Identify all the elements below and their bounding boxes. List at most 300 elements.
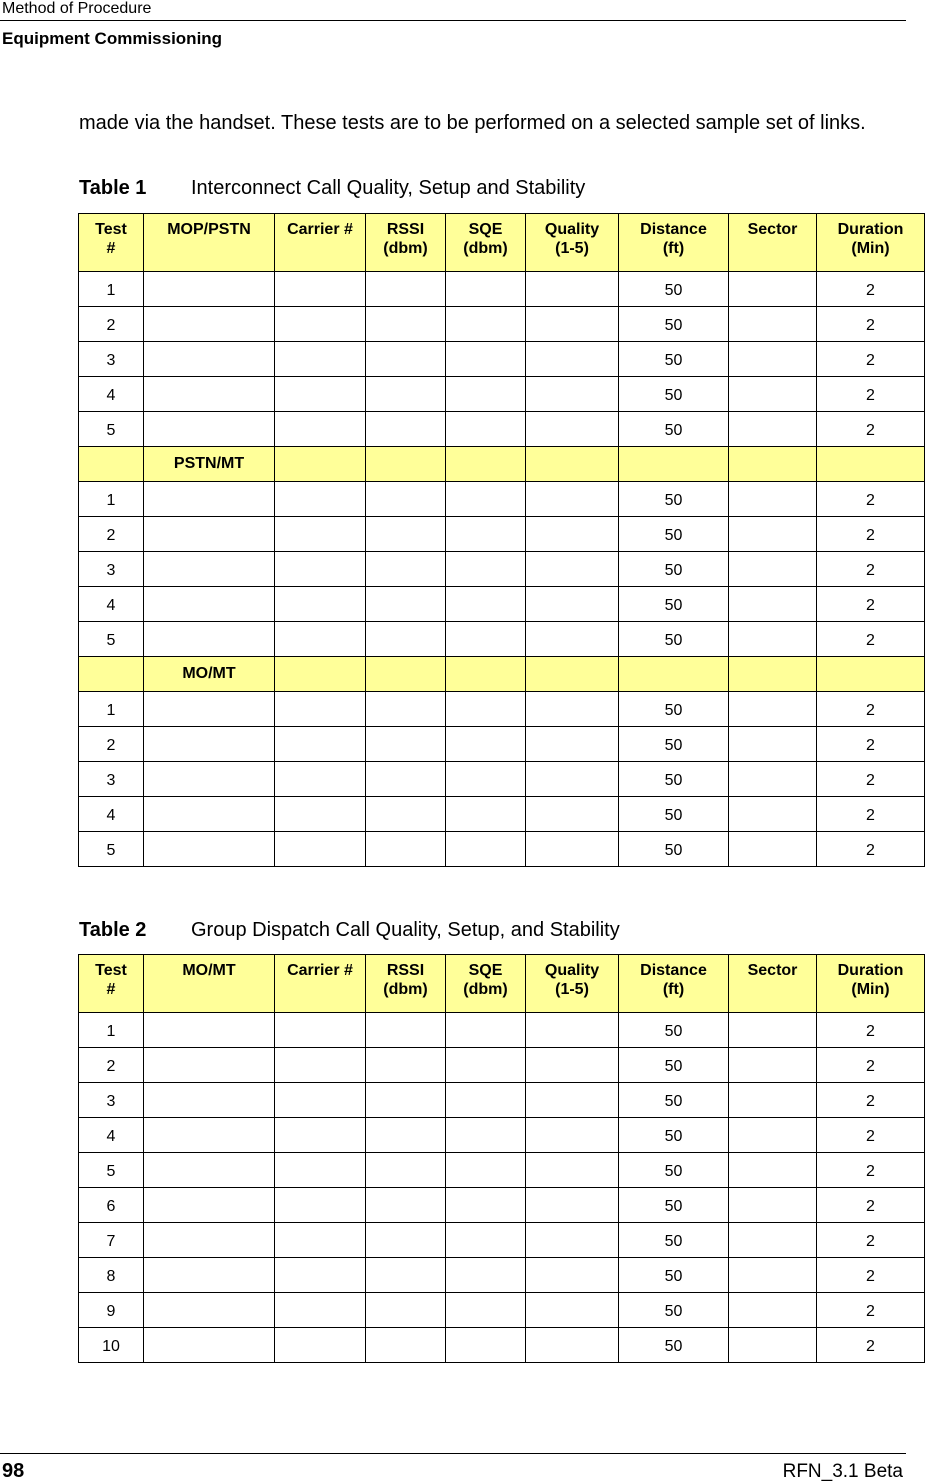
cell-test-number: 1 [79, 692, 144, 727]
cell-test-number: 2 [79, 517, 144, 552]
cell-sqe [446, 272, 526, 307]
cell-rssi [366, 692, 446, 727]
column-header-carrier: Carrier # [275, 955, 366, 1013]
cell-sector [729, 272, 817, 307]
cell-quality [526, 517, 619, 552]
table1-title: Interconnect Call Quality, Setup and Stability [191, 177, 586, 199]
table-row [79, 482, 925, 517]
cell-test-number: 2 [79, 1048, 144, 1083]
cell-sector [729, 1013, 817, 1048]
cell-sector [729, 1328, 817, 1363]
cell-test-number: 2 [79, 307, 144, 342]
cell-sqe [446, 1188, 526, 1223]
table-row [79, 1013, 925, 1048]
cell-test-number: 5 [79, 1153, 144, 1188]
cell-quality [526, 1118, 619, 1153]
cell-call-type [144, 377, 275, 412]
cell-distance: 50 [619, 1013, 729, 1048]
cell-distance: 50 [619, 622, 729, 657]
page-number: 98 [2, 1460, 25, 1482]
cell-rssi [366, 1223, 446, 1258]
cell-test-number: 5 [79, 832, 144, 867]
cell-quality [526, 622, 619, 657]
cell-distance: 50 [619, 482, 729, 517]
section-cell [729, 657, 817, 692]
cell-rssi [366, 727, 446, 762]
cell-quality [526, 1258, 619, 1293]
column-header-quality: Quality (1-5) [526, 955, 619, 1013]
cell-carrier [275, 692, 366, 727]
document-type: Method of Procedure [2, 0, 152, 17]
column-header-rssi: RSSI (dbm) [366, 955, 446, 1013]
cell-call-type [144, 1223, 275, 1258]
cell-sqe [446, 1258, 526, 1293]
cell-call-type [144, 1153, 275, 1188]
cell-carrier [275, 587, 366, 622]
cell-test-number: 1 [79, 272, 144, 307]
section-cell [446, 447, 526, 482]
table2-number: Table 2 [79, 919, 147, 941]
cell-sector [729, 727, 817, 762]
cell-rssi [366, 1153, 446, 1188]
section-cell [619, 447, 729, 482]
table-row [79, 412, 925, 447]
cell-rssi [366, 552, 446, 587]
cell-duration: 2 [817, 272, 925, 307]
cell-test-number: 4 [79, 1118, 144, 1153]
cell-sqe [446, 1293, 526, 1328]
cell-rssi [366, 272, 446, 307]
cell-call-type [144, 1013, 275, 1048]
cell-test-number: 5 [79, 412, 144, 447]
cell-duration: 2 [817, 1083, 925, 1118]
cell-sqe [446, 1083, 526, 1118]
cell-quality [526, 832, 619, 867]
column-header-distance: Distance (ft) [619, 955, 729, 1013]
cell-sqe [446, 727, 526, 762]
cell-distance: 50 [619, 1188, 729, 1223]
cell-test-number: 4 [79, 587, 144, 622]
cell-carrier [275, 377, 366, 412]
cell-sqe [446, 1223, 526, 1258]
cell-test-number: 5 [79, 622, 144, 657]
cell-carrier [275, 1118, 366, 1153]
cell-sqe [446, 377, 526, 412]
cell-test-number: 3 [79, 342, 144, 377]
cell-quality [526, 552, 619, 587]
table-row [79, 1048, 925, 1083]
cell-distance: 50 [619, 587, 729, 622]
cell-carrier [275, 1188, 366, 1223]
cell-call-type [144, 727, 275, 762]
section-cell [275, 447, 366, 482]
cell-duration: 2 [817, 377, 925, 412]
table1-number: Table 1 [79, 177, 147, 199]
cell-quality [526, 1188, 619, 1223]
cell-carrier [275, 1048, 366, 1083]
cell-sqe [446, 832, 526, 867]
cell-sector [729, 622, 817, 657]
table-row [79, 1258, 925, 1293]
cell-distance: 50 [619, 1153, 729, 1188]
cell-distance: 50 [619, 1328, 729, 1363]
cell-rssi [366, 482, 446, 517]
column-header-sector: Sector [729, 955, 817, 1013]
cell-sqe [446, 517, 526, 552]
cell-quality [526, 307, 619, 342]
table-row [79, 1328, 925, 1363]
table2-title: Group Dispatch Call Quality, Setup, and Stability [191, 919, 620, 941]
section-cell [446, 657, 526, 692]
cell-rssi [366, 622, 446, 657]
cell-duration: 2 [817, 1328, 925, 1363]
revision-label: RFN_3.1 Beta [782, 1461, 903, 1482]
cell-call-type [144, 1083, 275, 1118]
cell-sector [729, 482, 817, 517]
cell-duration: 2 [817, 412, 925, 447]
cell-duration: 2 [817, 1048, 925, 1083]
cell-quality [526, 1293, 619, 1328]
cell-rssi [366, 797, 446, 832]
cell-call-type [144, 342, 275, 377]
table-row [79, 1118, 925, 1153]
cell-distance: 50 [619, 1118, 729, 1153]
cell-call-type [144, 552, 275, 587]
cell-rssi [366, 1258, 446, 1293]
cell-quality [526, 1048, 619, 1083]
cell-rssi [366, 762, 446, 797]
cell-sector [729, 1048, 817, 1083]
cell-distance: 50 [619, 1223, 729, 1258]
interconnect-call-table [78, 213, 925, 867]
cell-distance: 50 [619, 832, 729, 867]
table-row [79, 727, 925, 762]
cell-call-type [144, 692, 275, 727]
section-cell [366, 447, 446, 482]
cell-sqe [446, 552, 526, 587]
column-header-call-type: MO/MT [144, 955, 275, 1013]
cell-rssi [366, 342, 446, 377]
cell-rssi [366, 517, 446, 552]
cell-sector [729, 692, 817, 727]
cell-call-type [144, 622, 275, 657]
section-title: Equipment Commissioning [2, 29, 223, 48]
cell-carrier [275, 342, 366, 377]
table2-caption [79, 918, 620, 942]
cell-test-number: 10 [79, 1328, 144, 1363]
cell-distance: 50 [619, 1048, 729, 1083]
column-header-carrier: Carrier # [275, 214, 366, 272]
cell-sector [729, 307, 817, 342]
table1-caption [79, 176, 585, 200]
section-cell [79, 657, 144, 692]
cell-sector [729, 1188, 817, 1223]
cell-distance: 50 [619, 797, 729, 832]
section-cell [526, 657, 619, 692]
cell-distance: 50 [619, 692, 729, 727]
cell-sqe [446, 762, 526, 797]
cell-sqe [446, 797, 526, 832]
cell-duration: 2 [817, 1153, 925, 1188]
cell-call-type [144, 1293, 275, 1328]
cell-sector [729, 1153, 817, 1188]
cell-distance: 50 [619, 762, 729, 797]
cell-duration: 2 [817, 727, 925, 762]
cell-quality [526, 587, 619, 622]
table-row [79, 797, 925, 832]
table-row [79, 272, 925, 307]
column-header-rssi: RSSI (dbm) [366, 214, 446, 272]
column-header-test-number: Test # [79, 955, 144, 1013]
column-header-quality: Quality (1-5) [526, 214, 619, 272]
cell-call-type [144, 412, 275, 447]
header-row [79, 955, 925, 1013]
cell-duration: 2 [817, 692, 925, 727]
section-cell [366, 657, 446, 692]
cell-sector [729, 412, 817, 447]
cell-test-number: 4 [79, 797, 144, 832]
cell-test-number: 7 [79, 1223, 144, 1258]
cell-carrier [275, 482, 366, 517]
cell-duration: 2 [817, 1293, 925, 1328]
section-cell [619, 657, 729, 692]
cell-duration: 2 [817, 552, 925, 587]
section-label: MO/MT [144, 657, 275, 692]
cell-test-number: 1 [79, 482, 144, 517]
cell-sqe [446, 1118, 526, 1153]
cell-sector [729, 1118, 817, 1153]
cell-duration: 2 [817, 517, 925, 552]
cell-distance: 50 [619, 377, 729, 412]
cell-call-type [144, 1188, 275, 1223]
column-header-duration: Duration (Min) [817, 214, 925, 272]
cell-carrier [275, 797, 366, 832]
table-row [79, 1293, 925, 1328]
cell-quality [526, 342, 619, 377]
cell-sector [729, 797, 817, 832]
cell-duration: 2 [817, 1013, 925, 1048]
cell-rssi [366, 587, 446, 622]
cell-carrier [275, 762, 366, 797]
cell-rssi [366, 1048, 446, 1083]
cell-quality [526, 1153, 619, 1188]
cell-call-type [144, 587, 275, 622]
cell-sqe [446, 587, 526, 622]
cell-test-number: 9 [79, 1293, 144, 1328]
column-header-sector: Sector [729, 214, 817, 272]
cell-test-number: 1 [79, 1013, 144, 1048]
cell-test-number: 4 [79, 377, 144, 412]
cell-rssi [366, 1083, 446, 1118]
cell-duration: 2 [817, 762, 925, 797]
header-row [79, 214, 925, 272]
table-row [79, 832, 925, 867]
section-cell [817, 657, 925, 692]
cell-duration: 2 [817, 622, 925, 657]
cell-quality [526, 377, 619, 412]
cell-call-type [144, 1048, 275, 1083]
group-dispatch-call-table [78, 954, 925, 1363]
table-row [79, 762, 925, 797]
cell-quality [526, 692, 619, 727]
cell-carrier [275, 272, 366, 307]
cell-call-type [144, 1258, 275, 1293]
cell-carrier [275, 1153, 366, 1188]
cell-distance: 50 [619, 1293, 729, 1328]
cell-carrier [275, 1223, 366, 1258]
cell-sector [729, 1293, 817, 1328]
cell-carrier [275, 1013, 366, 1048]
cell-duration: 2 [817, 342, 925, 377]
column-header-sqe: SQE (dbm) [446, 955, 526, 1013]
cell-carrier [275, 622, 366, 657]
table-row [79, 1153, 925, 1188]
cell-sqe [446, 1013, 526, 1048]
cell-carrier [275, 1328, 366, 1363]
cell-call-type [144, 517, 275, 552]
table-row [79, 342, 925, 377]
cell-carrier [275, 552, 366, 587]
section-cell [79, 447, 144, 482]
cell-quality [526, 1328, 619, 1363]
table-row [79, 1083, 925, 1118]
cell-carrier [275, 307, 366, 342]
cell-call-type [144, 832, 275, 867]
cell-duration: 2 [817, 797, 925, 832]
cell-quality [526, 797, 619, 832]
cell-duration: 2 [817, 1223, 925, 1258]
cell-distance: 50 [619, 412, 729, 447]
section-row [79, 447, 925, 482]
column-header-distance: Distance (ft) [619, 214, 729, 272]
table-row [79, 587, 925, 622]
cell-rssi [366, 377, 446, 412]
footer-rule [0, 1453, 906, 1454]
cell-call-type [144, 762, 275, 797]
cell-sqe [446, 307, 526, 342]
section-row [79, 657, 925, 692]
cell-sector [729, 1083, 817, 1118]
table-row [79, 307, 925, 342]
cell-rssi [366, 307, 446, 342]
cell-rssi [366, 1328, 446, 1363]
cell-duration: 2 [817, 832, 925, 867]
cell-sector [729, 1223, 817, 1258]
cell-sqe [446, 412, 526, 447]
cell-sqe [446, 342, 526, 377]
cell-call-type [144, 1118, 275, 1153]
section-label: PSTN/MT [144, 447, 275, 482]
cell-carrier [275, 517, 366, 552]
cell-sector [729, 1258, 817, 1293]
cell-sector [729, 377, 817, 412]
cell-sqe [446, 692, 526, 727]
cell-distance: 50 [619, 517, 729, 552]
cell-sqe [446, 482, 526, 517]
table-row [79, 692, 925, 727]
cell-quality [526, 762, 619, 797]
cell-rssi [366, 832, 446, 867]
cell-rssi [366, 1188, 446, 1223]
cell-sector [729, 342, 817, 377]
cell-carrier [275, 1293, 366, 1328]
section-cell [275, 657, 366, 692]
table-row [79, 1223, 925, 1258]
cell-distance: 50 [619, 272, 729, 307]
cell-carrier [275, 727, 366, 762]
cell-distance: 50 [619, 1083, 729, 1118]
cell-call-type [144, 797, 275, 832]
header-rule [0, 20, 906, 21]
cell-call-type [144, 272, 275, 307]
cell-carrier [275, 1258, 366, 1293]
cell-duration: 2 [817, 1118, 925, 1153]
cell-test-number: 8 [79, 1258, 144, 1293]
cell-rssi [366, 1013, 446, 1048]
cell-distance: 50 [619, 727, 729, 762]
table-row [79, 552, 925, 587]
cell-test-number: 3 [79, 1083, 144, 1118]
cell-call-type [144, 482, 275, 517]
cell-quality [526, 482, 619, 517]
column-header-duration: Duration (Min) [817, 955, 925, 1013]
cell-carrier [275, 1083, 366, 1118]
cell-duration: 2 [817, 587, 925, 622]
cell-sector [729, 832, 817, 867]
cell-quality [526, 727, 619, 762]
cell-carrier [275, 832, 366, 867]
cell-test-number: 3 [79, 762, 144, 797]
cell-sqe [446, 1048, 526, 1083]
body-paragraph: made via the handset. These tests are to be performed on a selected sample set of links. [79, 112, 866, 134]
column-header-sqe: SQE (dbm) [446, 214, 526, 272]
cell-quality [526, 1013, 619, 1048]
cell-distance: 50 [619, 552, 729, 587]
cell-quality [526, 412, 619, 447]
cell-sector [729, 587, 817, 622]
table-row [79, 622, 925, 657]
cell-call-type [144, 1328, 275, 1363]
section-cell [817, 447, 925, 482]
cell-duration: 2 [817, 1258, 925, 1293]
cell-carrier [275, 412, 366, 447]
column-header-call-type: MOP/PSTN [144, 214, 275, 272]
cell-sqe [446, 622, 526, 657]
table-row [79, 517, 925, 552]
cell-distance: 50 [619, 342, 729, 377]
column-header-test-number: Test # [79, 214, 144, 272]
section-cell [729, 447, 817, 482]
cell-sector [729, 517, 817, 552]
table-row [79, 377, 925, 412]
cell-test-number: 2 [79, 727, 144, 762]
table-row [79, 1188, 925, 1223]
cell-duration: 2 [817, 307, 925, 342]
cell-sector [729, 762, 817, 797]
cell-duration: 2 [817, 482, 925, 517]
cell-distance: 50 [619, 1258, 729, 1293]
section-cell [526, 447, 619, 482]
cell-rssi [366, 1118, 446, 1153]
cell-test-number: 3 [79, 552, 144, 587]
cell-distance: 50 [619, 307, 729, 342]
cell-test-number: 6 [79, 1188, 144, 1223]
cell-sqe [446, 1328, 526, 1363]
cell-quality [526, 272, 619, 307]
cell-sqe [446, 1153, 526, 1188]
cell-quality [526, 1083, 619, 1118]
cell-call-type [144, 307, 275, 342]
